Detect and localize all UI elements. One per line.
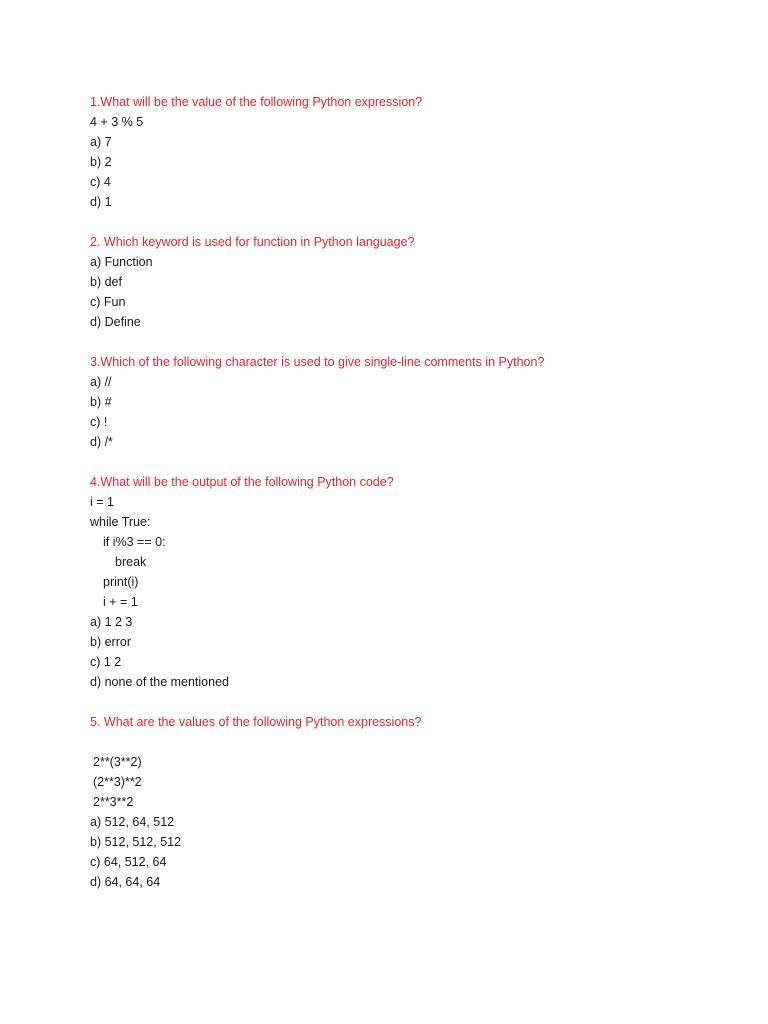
code-line: while True:: [90, 515, 151, 529]
question-prompt: 5. What are the values of the following Python expressions?: [90, 715, 422, 729]
expression-line: 2**(3**2): [93, 755, 142, 769]
code-line: if i%3 == 0:: [103, 535, 166, 549]
option-b: b) #: [90, 395, 112, 409]
question-prompt: 3.Which of the following character is used to give single-line comments in Python?: [90, 355, 545, 369]
expression-line: 2**3**2: [93, 795, 134, 809]
question-3: [90, 352, 730, 452]
option-d: d) none of the mentioned: [90, 675, 229, 689]
option-d: d) 64, 64, 64: [90, 875, 161, 889]
question-1: [90, 92, 730, 212]
question-expression: 4 + 3 % 5: [90, 115, 144, 129]
spacer: [90, 332, 730, 352]
code-line: print(i): [103, 575, 139, 589]
option-a: a) Function: [90, 255, 153, 269]
option-c: c) 1 2: [90, 655, 122, 669]
option-a: a) 512, 64, 512: [90, 815, 175, 829]
option-b: b) 512, 512, 512: [90, 835, 182, 849]
option-d: d) 1: [90, 195, 112, 209]
option-c: c) Fun: [90, 295, 126, 309]
option-c: c) 4: [90, 175, 111, 189]
question-5: [90, 712, 730, 892]
option-c: c) 64, 512, 64: [90, 855, 167, 869]
option-a: a) //: [90, 375, 112, 389]
spacer: [90, 212, 730, 232]
spacer: [90, 452, 730, 472]
option-b: b) def: [90, 275, 122, 289]
option-b: b) error: [90, 635, 131, 649]
option-a: a) 1 2 3: [90, 615, 133, 629]
code-line: break: [115, 555, 147, 569]
question-prompt: 2. Which keyword is used for function in Python language?: [90, 235, 415, 249]
expression-line: (2**3)**2: [93, 775, 142, 789]
spacer: [90, 732, 730, 752]
option-b: b) 2: [90, 155, 112, 169]
option-d: d) /*: [90, 435, 113, 449]
option-a: a) 7: [90, 135, 112, 149]
code-line: i + = 1: [103, 595, 138, 609]
code-line: i = 1: [90, 495, 114, 509]
spacer: [90, 692, 730, 712]
document-page: [90, 92, 730, 892]
question-2: [90, 232, 730, 332]
question-4: [90, 472, 730, 692]
option-c: c) !: [90, 415, 108, 429]
question-prompt: 1.What will be the value of the following Python expression?: [90, 95, 423, 109]
option-d: d) Define: [90, 315, 141, 329]
question-prompt: 4.What will be the output of the following Python code?: [90, 475, 394, 489]
